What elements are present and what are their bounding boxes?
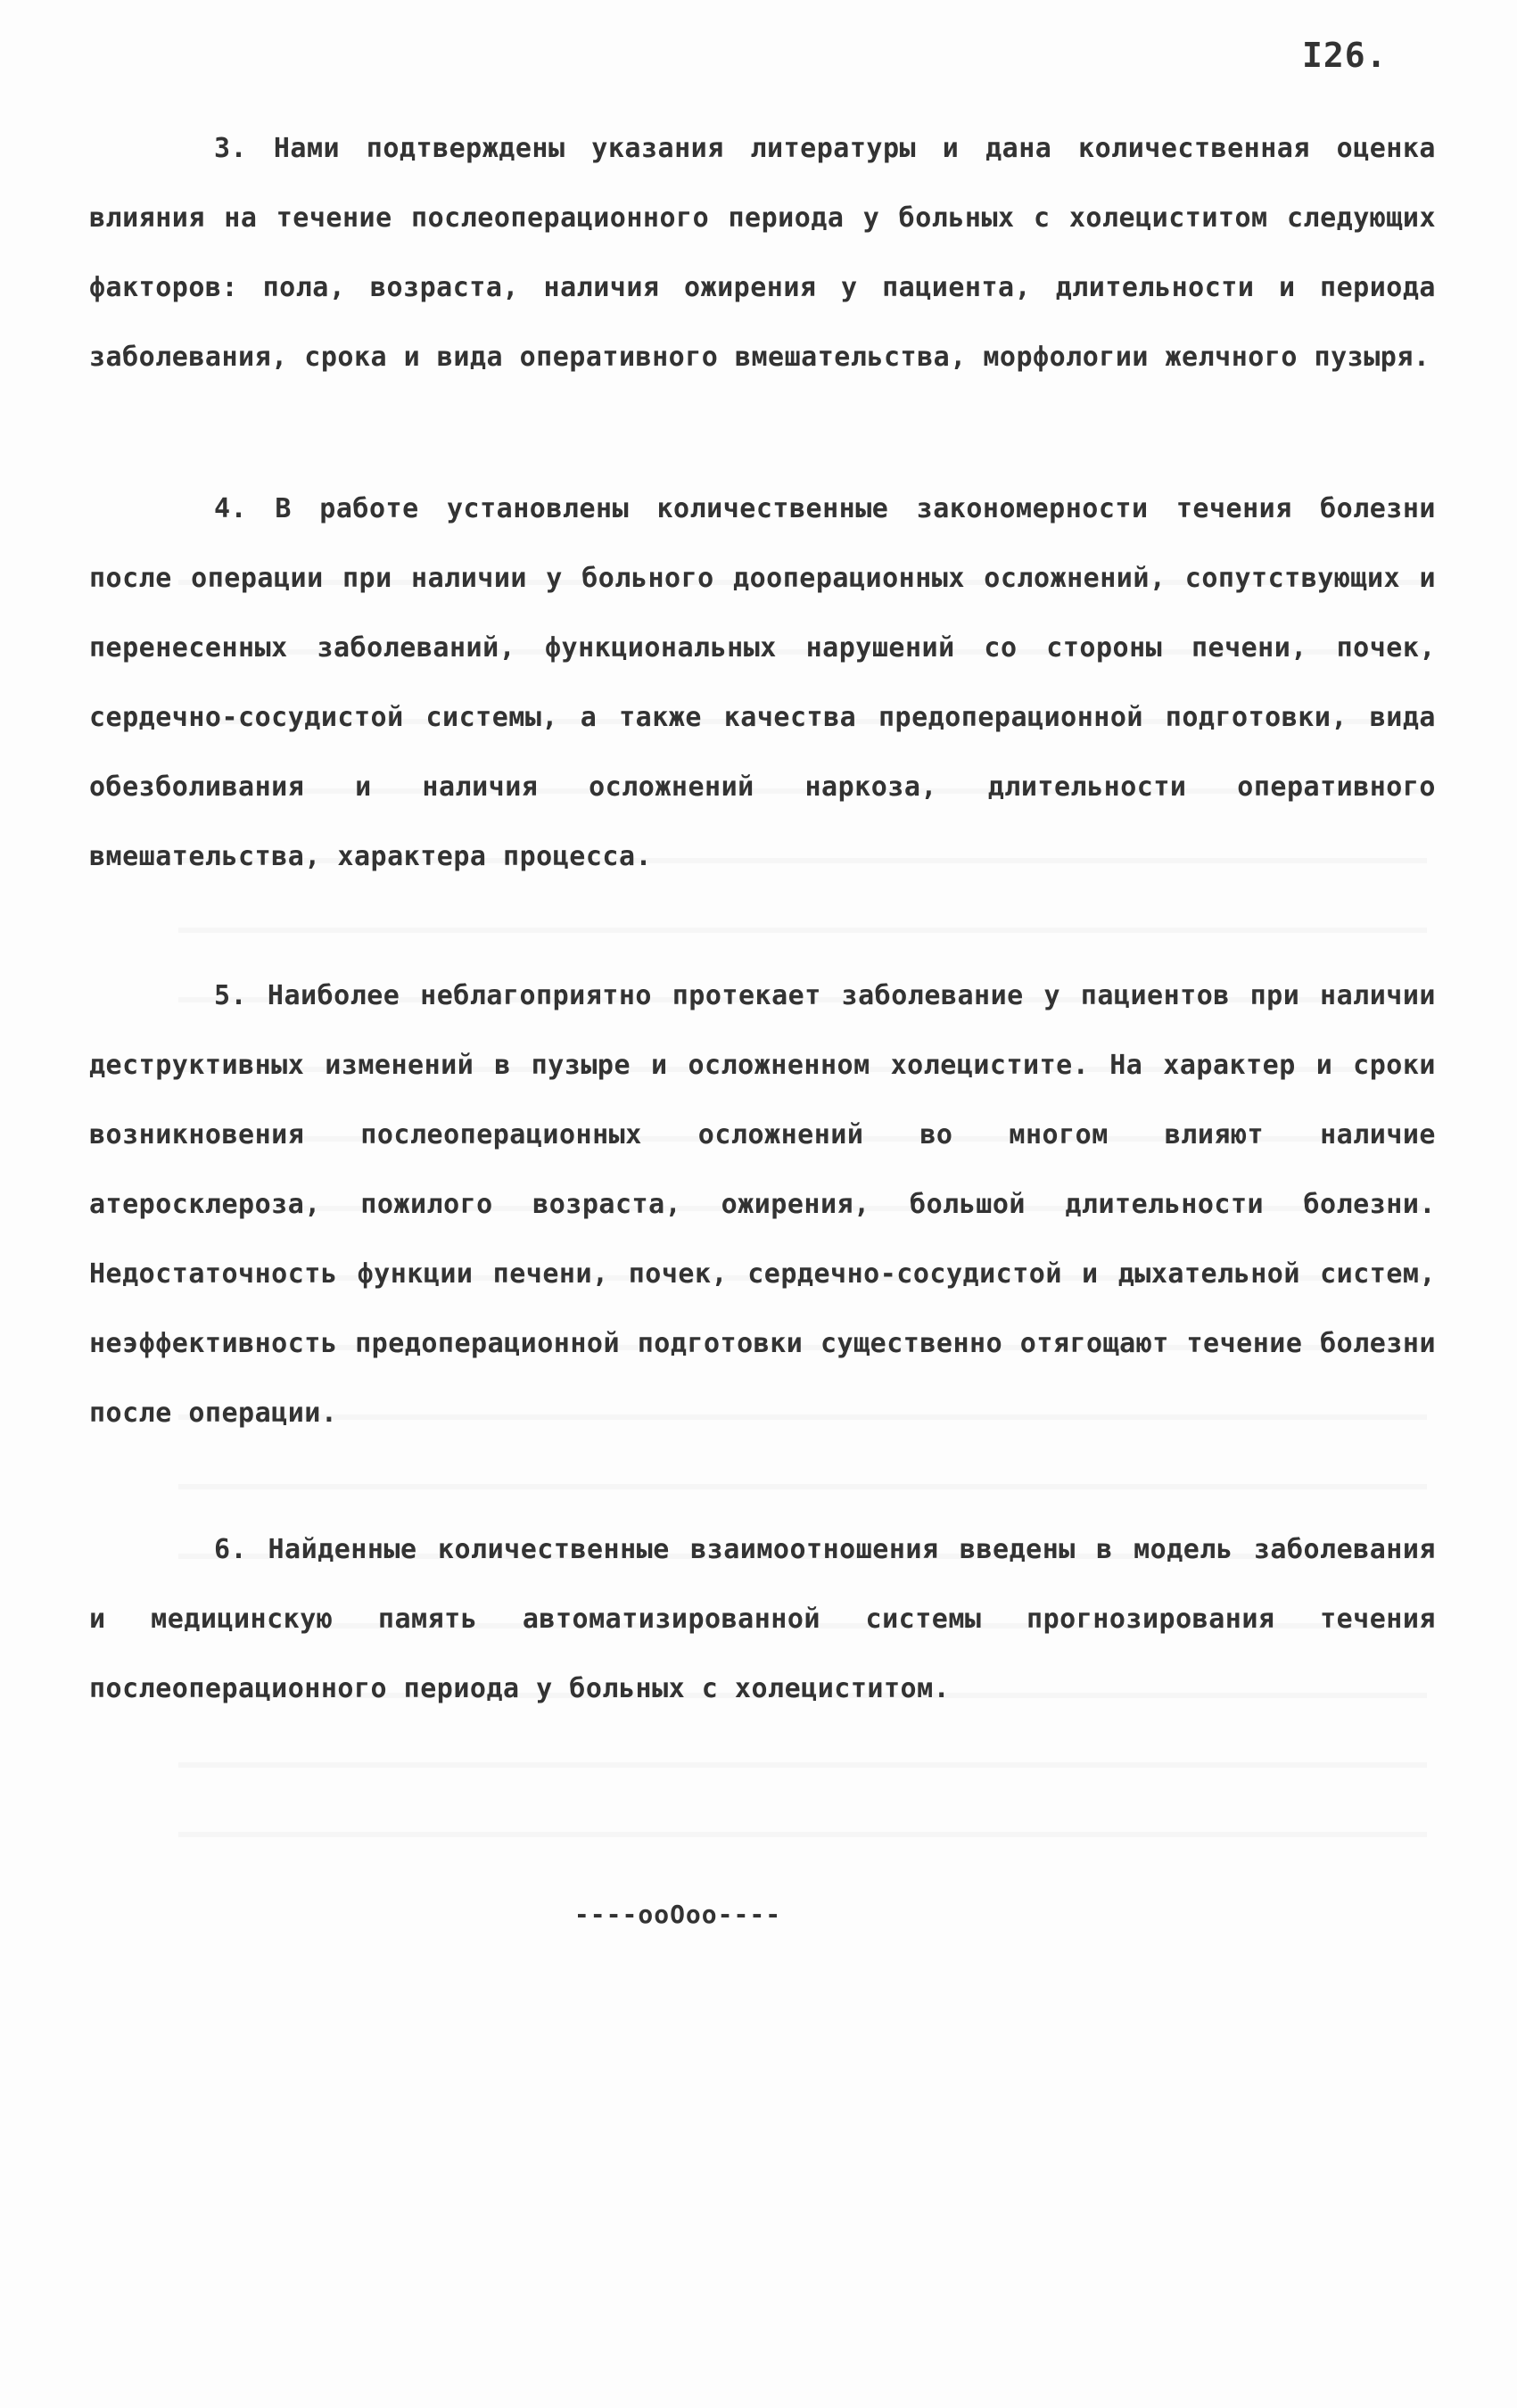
conclusion-paragraph-6 [89,1515,1436,1724]
paragraph-text: 6. Найденные количественные взаимоотношения введены в модель заболевания и медицинскую память автоматизированной системы прогнозирования течения послеоперационного периода у больных с холециститом. [89,1534,1436,1704]
conclusion-paragraph-4 [89,474,1436,892]
paragraph-text: 3. Нами подтверждены указания литературы и дана количественная оценка влияния на течение послеоперационного периода у больных с холециститом следующих факторов: пола, возраста, наличия ожирения у пациента, длительности и периода заболевания, срока и вида оперативного вмешательства, морфологии желчного пузыря. [89,133,1436,373]
end-separator: ----ooOoo---- [573,1900,782,1929]
conclusion-paragraph-5 [89,961,1436,1448]
paragraph-text: 5. Наиболее неблагоприятно протекает заболевание у пациентов при наличии деструктивных изменений в пузыре и осложненном холецистите. На характер и сроки возникновения послеоперационных осложнений во многом влияют наличие атеросклероза, пожилого возраста, ожирения, большой длительности болезни. Недостаточность функции печени, почек, сердечно-сосудистой и дыхательной систем, неэффективность предоперационной подготовки существенно отягощают течение болезни после операции. [89,980,1436,1429]
conclusion-paragraph-3 [89,114,1436,392]
paragraph-text: 4. В работе установлены количественные закономерности течения болезни после операции при наличии у больного дооперационных осложнений, сопутствующих и перенесенных заболеваний, функциональных нарушений со стороны печени, почек, сердечно-сосудистой системы, а также качества предоперационной подготовки, вида обезболивания и наличия осложнений наркоза, длительности оперативного вмешательства, характера процесса. [89,493,1436,872]
page-number: I26. [1302,36,1388,75]
